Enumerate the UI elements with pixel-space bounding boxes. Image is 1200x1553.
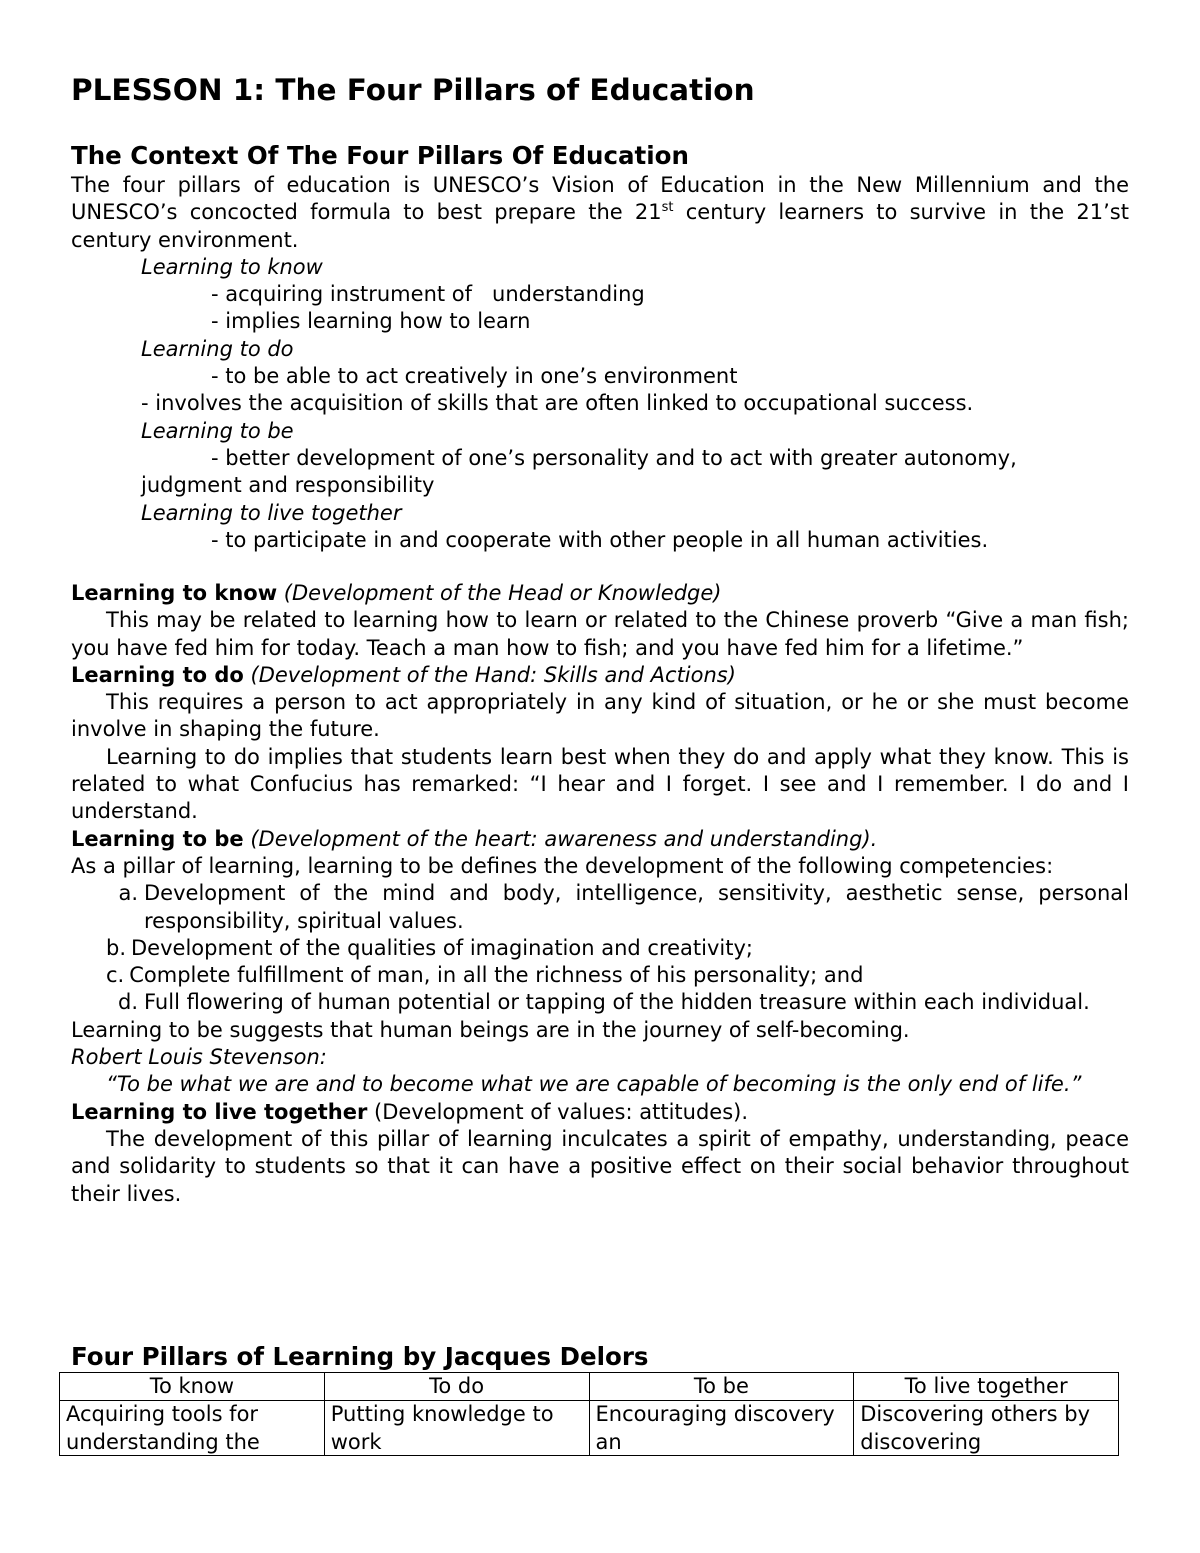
quote-author: Robert Louis Stevenson: [71, 1045, 327, 1070]
table-cell: Acquiring tools for understanding the [60, 1401, 325, 1456]
context-intro: The four pillars of education is UNESCO’s Vision of Education in the New Millennium and the UNESCO’s concocted formula to best prepare the 21st century learners to survive in the 21’st century environment. [71, 173, 1129, 252]
stevenson-quote: “To be what we are and to become what we are capable of becoming is the only end of life.” [106, 1072, 1082, 1097]
context-section [71, 172, 1129, 554]
do-paragraph-2: Learning to do implies that students learn best when they do and apply what they know. This is related to what Confucius has remarked: “I hear and I forget. I see and I remember. I do and I understand. [71, 744, 1129, 824]
table-header-row [60, 1373, 1119, 1401]
live-label: Learning to live together [141, 500, 402, 525]
be-point-2: judgment and responsibility [141, 473, 435, 498]
competency-list [71, 880, 1129, 1016]
live-point-1: - to participate in and cooperate with other people in all human activities. [211, 527, 989, 552]
do-label: Learning to do [141, 336, 294, 361]
do-point-2: - involves the acquisition of skills that are often linked to occupational success. [141, 391, 974, 416]
be-heading: Learning to be (Development of the heart: awareness and understanding). [71, 826, 878, 851]
be-intro: As a pillar of learning, learning to be defines the development of the following competencies: [71, 853, 1054, 878]
know-heading: Learning to know (Development of the Head or Knowledge) [71, 581, 722, 605]
know-point-1: - acquiring instrument of understanding [211, 282, 645, 307]
live-paragraph: The development of this pillar of learning inculcates a spirit of empathy, understanding, peace and solidarity to students so that it can have a positive effect on their social behavior throughout their lives. [71, 1126, 1129, 1206]
table-header-cell: To do [324, 1373, 589, 1401]
do-paragraph-1: This requires a person to act appropriately in any kind of situation, or he or she must become involve in shaping the future. [71, 690, 1129, 742]
superscript-st: st [661, 200, 674, 216]
table-cell: Discovering others by discovering [854, 1401, 1119, 1456]
pillars-detail-section [71, 580, 1129, 1208]
do-heading: Learning to do (Development of the Hand: Skills and Actions) [71, 662, 736, 687]
table-cell: Putting knowledge to work [324, 1401, 589, 1456]
do-point-1: - to be able to act creatively in one’s environment [211, 364, 738, 389]
list-item: c. Complete fulfillment of man, in all the richness of his personality; and [106, 963, 864, 988]
table-row [60, 1401, 1119, 1456]
pillars-table [59, 1372, 1119, 1456]
know-label: Learning to know [141, 254, 323, 279]
table-heading: Four Pillars of Learning by Jacques Delors [71, 1342, 649, 1371]
know-paragraph: This may be related to learning how to learn or related to the Chinese proverb “Give a man fish; you have fed him for today. Teach a man how to fish; and you have fed him for a lifetime.” [71, 608, 1129, 660]
list-item: a. Development of the mind and body, intelligence, sensitivity, aesthetic sense, personal responsibility, spiritual values. [118, 881, 1129, 933]
lesson-title: PLESSON 1: The Four Pillars of Education [71, 73, 755, 107]
table-header-cell: To live together [854, 1373, 1119, 1401]
context-heading: The Context Of The Four Pillars Of Education [71, 141, 689, 170]
live-heading: Learning to live together (Development of values: attitudes). [71, 1099, 748, 1124]
be-label: Learning to be [141, 418, 294, 443]
be-after: Learning to be suggests that human beings are in the journey of self-becoming. [71, 1017, 910, 1042]
table-header-cell: To know [60, 1373, 325, 1401]
table-header-cell: To be [589, 1373, 854, 1401]
table-cell: Encouraging discovery an [589, 1401, 854, 1456]
list-item: d. Full flowering of human potential or tapping of the hidden treasure within each individual. [117, 990, 1090, 1015]
know-point-2: - implies learning how to learn [211, 309, 531, 334]
be-point-1: - better development of one’s personality and to act with greater autonomy, [211, 445, 1017, 470]
list-item: b. Development of the qualities of imagination and creativity; [106, 935, 753, 960]
